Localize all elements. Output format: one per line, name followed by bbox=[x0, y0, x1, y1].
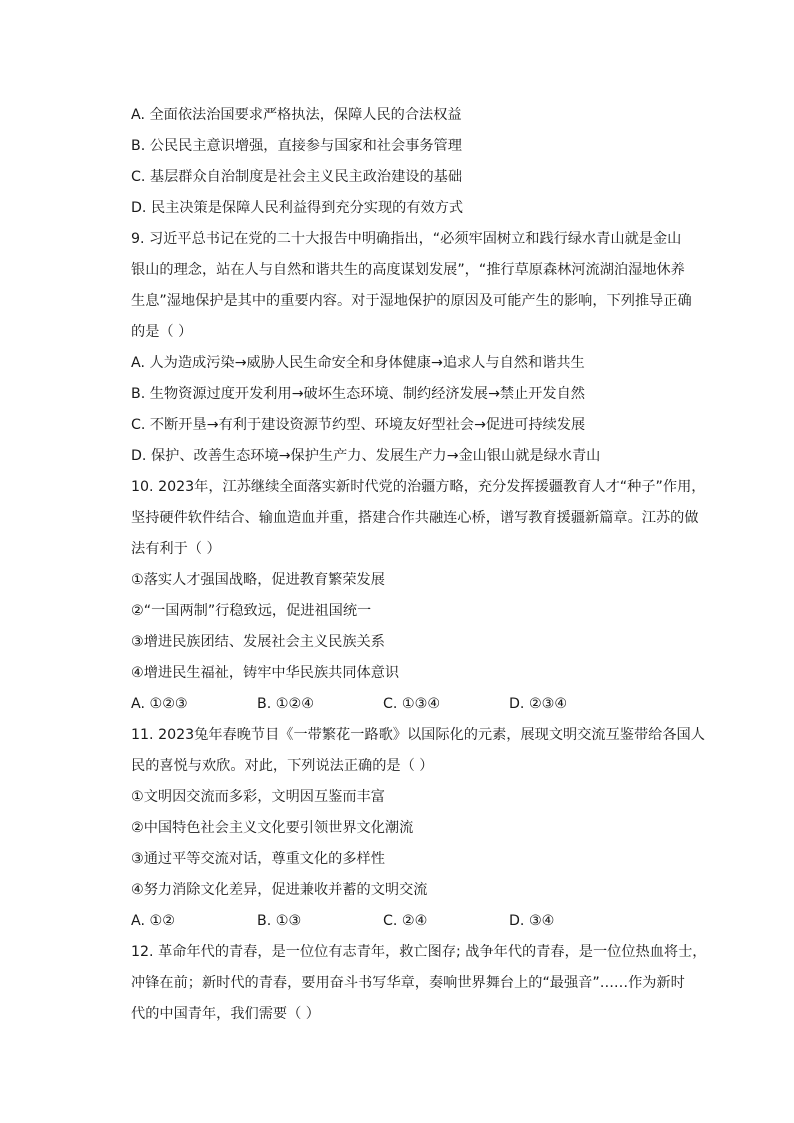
question-stem-line: 法有利于（ ） bbox=[131, 541, 221, 557]
answer-options bbox=[131, 689, 711, 720]
option-d: D. ②③④ bbox=[509, 696, 568, 712]
option-c: C. ①③④ bbox=[383, 696, 441, 712]
option-c: C. 基层群众自治制度是社会主义民主政治建设的基础 bbox=[131, 169, 463, 185]
question-stem-line: 冲锋在前；新时代的青春，要用奋斗书写华章，奏响世界舞台上的“最强音”……作为新时 bbox=[131, 975, 685, 991]
answer-options bbox=[131, 906, 711, 937]
statement-2: ②中国特色社会主义文化要引领世界文化潮流 bbox=[131, 820, 414, 836]
option-d: D. 民主决策是保障人民利益得到充分实现的有效方式 bbox=[131, 200, 464, 216]
statement-1: ①文明因交流而多彩，文明因互鉴而丰富 bbox=[131, 789, 385, 805]
statement-4: ④努力消除文化差异，促进兼收并蓄的文明交流 bbox=[131, 882, 428, 898]
question-12 bbox=[131, 937, 711, 1030]
question-8-options bbox=[131, 100, 711, 224]
option-d: D. ③④ bbox=[509, 913, 555, 929]
statement-4: ④增进民生福祉，铸牢中华民族共同体意识 bbox=[131, 665, 400, 681]
question-stem-line: 民的喜悦与欢欣。对此，下列说法正确的是（ ） bbox=[131, 758, 434, 774]
page-content bbox=[131, 100, 711, 1030]
question-stem-line: 9. 习近平总书记在党的二十大报告中明确指出，“必须牢固树立和践行绿水青山就是金山 bbox=[131, 231, 682, 247]
question-stem-line: 银山的理念，站在人与自然和谐共生的高度谋划发展”，“推行草原森林河流湖泊湿地休养 bbox=[131, 262, 685, 278]
option-a: A. ①② bbox=[131, 913, 175, 929]
question-stem-line: 生息”湿地保护是其中的重要内容。对于湿地保护的原因及可能产生的影响，下列推导正确 bbox=[131, 293, 692, 309]
option-a: A. ①②③ bbox=[131, 696, 188, 712]
option-b: B. 公民民主意识增强，直接参与国家和社会事务管理 bbox=[131, 138, 462, 154]
option-a: A. 全面依法治国要求严格执法，保障人民的合法权益 bbox=[131, 107, 462, 123]
option-b: B. ①③ bbox=[257, 913, 302, 929]
question-9 bbox=[131, 224, 711, 472]
statement-2: ②“一国两制”行稳致远，促进祖国统一 bbox=[131, 603, 372, 619]
option-b: B. 生物资源过度开发利用→破坏生态环境、制约经济发展→禁止开发自然 bbox=[131, 386, 585, 402]
option-a: A. 人为造成污染→威胁人民生命安全和身体健康→追求人与自然和谐共生 bbox=[131, 355, 585, 371]
question-stem-line: 代的中国青年，我们需要（ ） bbox=[131, 1006, 320, 1022]
option-c: C. 不断开垦→有利于建设资源节约型、环境友好型社会→促进可持续发展 bbox=[131, 417, 586, 433]
question-stem-line: 坚持硬件软件结合、输血造血并重，搭建合作共融连心桥，谱写教育援疆新篇章。江苏的做 bbox=[131, 510, 699, 526]
statement-3: ③通过平等交流对话，尊重文化的多样性 bbox=[131, 851, 385, 867]
option-d: D. 保护、改善生态环境→保护生产力、发展生产力→金山银山就是绿水青山 bbox=[131, 448, 601, 464]
question-11 bbox=[131, 720, 711, 937]
statement-3: ③增进民族团结、发展社会主义民族关系 bbox=[131, 634, 385, 650]
question-stem-line: 11. 2023兔年春晚节目《一带繁花一路歌》以国际化的元素，展现文明交流互鉴带给各国人 bbox=[131, 727, 705, 743]
question-stem-line: 的是（ ） bbox=[131, 324, 193, 340]
question-10 bbox=[131, 472, 711, 720]
option-c: C. ②④ bbox=[383, 913, 428, 929]
question-stem-line: 10. 2023年，江苏继续全面落实新时代党的治疆方略，充分发挥援疆教育人才“种子”作用， bbox=[131, 479, 706, 495]
option-b: B. ①②④ bbox=[257, 696, 314, 712]
statement-1: ①落实人才强国战略，促进教育繁荣发展 bbox=[131, 572, 385, 588]
question-stem-line: 12. 革命年代的青春，是一位位有志青年，救亡图存; 战争年代的青春，是一位位热血将士， bbox=[131, 944, 707, 960]
